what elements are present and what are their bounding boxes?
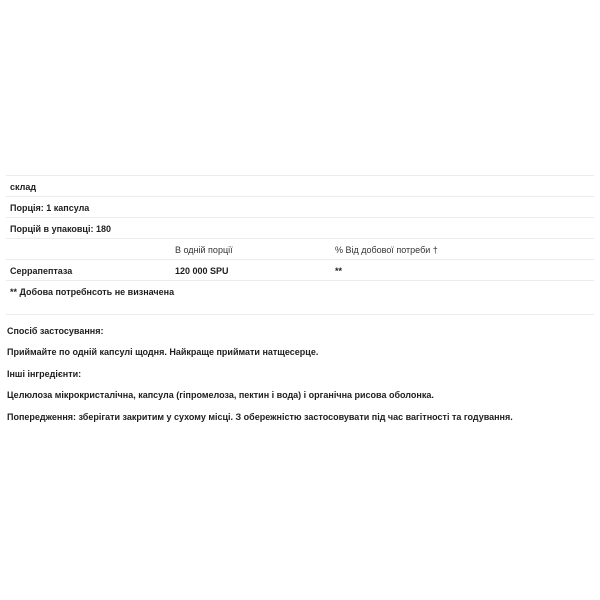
column-header-daily-value: % Від добової потреби †	[335, 245, 438, 255]
footnote-row	[6, 281, 594, 303]
ingredient-amount: 120 000 SPU	[175, 266, 229, 276]
servings-per-container: Порцій в упаковці: 180	[10, 224, 111, 234]
usage-heading: Спосіб застосування:	[7, 326, 104, 336]
other-ingredients-heading: Інші інгредієнти:	[7, 369, 82, 379]
facts-title: склад	[10, 182, 37, 192]
table-row	[6, 260, 594, 281]
column-header-amount: В одній порції	[175, 245, 233, 255]
footnote: ** Добова потребнсоть не визначена	[10, 287, 175, 297]
usage-text: Приймайте по одній капсулі щодня. Найкраще приймати натщесерце.	[7, 347, 319, 357]
serving-row	[6, 197, 594, 218]
other-ingredients-text: Целюлоза мікрокристалічна, капсула (гіпромелоза, пектин і вода) і органічна рисова оболонка.	[7, 390, 434, 400]
warning-text: Попередження: зберігати закритим у сухому місці. З обережністю застосовувати під час вагітності та годування.	[7, 412, 513, 422]
servings-per-container-row	[6, 218, 594, 239]
ingredient-daily-value: **	[335, 266, 343, 276]
supplement-facts-table	[6, 175, 594, 303]
ingredient-name: Серрапептаза	[10, 266, 73, 276]
divider	[6, 314, 594, 315]
serving-size: Порція: 1 капсула	[10, 203, 90, 213]
facts-title-row	[6, 176, 594, 197]
table-header-row	[6, 239, 594, 260]
